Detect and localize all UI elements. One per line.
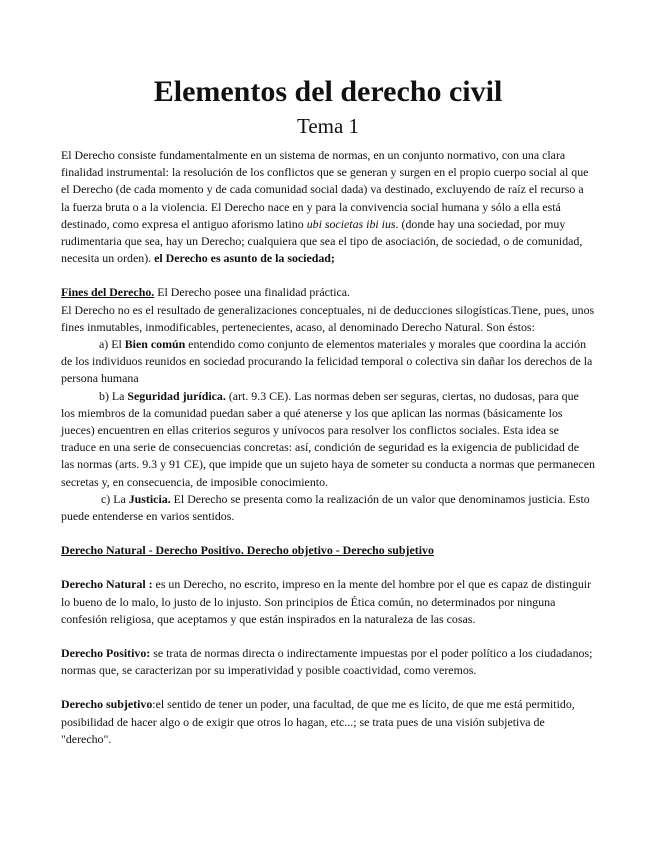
fin-a-term: Bien común — [124, 337, 186, 352]
fin-justicia — [61, 491, 595, 525]
fin-b-prefix: b) La — [99, 388, 128, 403]
fin-b-term: Seguridad jurídica. — [127, 388, 226, 403]
fines-heading-rest: El Derecho posee una finalidad práctica. — [154, 285, 351, 300]
fin-a-text: entendido como conjunto de elementos materiales y morales que coordina la acción de los individuos reunidos en sociedad procurando la felicidad temporal o colectiva sin dañar los derechos de la persona humana — [61, 337, 593, 386]
fin-a-prefix: a) El — [99, 337, 125, 352]
fines-paragraph: El Derecho no es el resultado de generalizaciones conceptuales, ni de deducciones silogísticas.Tiene, pues, unos fines inmutables, inmodificables, pertenecientes, acaso, al denominado Derecho Natural. Son éstos: — [61, 302, 595, 334]
section2-heading: Derecho Natural - Derecho Positivo. Derecho objetivo - Derecho subjetivo — [61, 543, 434, 558]
derecho-positivo-term: Derecho Positivo: — [61, 646, 151, 661]
derecho-natural-paragraph — [61, 576, 595, 628]
derecho-natural-text: es un Derecho, no escrito, impreso en la mente del hombre por el que es capaz de distinguir lo bueno de lo malo, lo justo de lo injusto. Son principios de Ética común, no determinados por ninguna confesión religiosa, que aceptamos y que están inspirados en la naturaleza de las cosas. — [61, 577, 592, 626]
intro-bold-conclusion: el Derecho es asunto de la sociedad; — [154, 251, 335, 266]
derecho-positivo-paragraph — [61, 645, 595, 679]
derecho-subjetivo-text: :el sentido de tener un poder, una facultad, de que me es lícito, de que me está permitido, posibilidad de hacer algo o de exigir que otros lo hagan, etc...; se trata pues de una visión subjetiva de "derecho". — [61, 697, 575, 746]
fin-b-text: (art. 9.3 CE). Las normas deben ser seguras, ciertas, no dudosas, para que los miembros de la comunidad puedan saber a qué atenerse y los que aplican las normas (básicamente los jueces) encuentren en ellas criterios seguros y unívocos para resolver los conflictos sociales. Esta idea se traduce en una serie de consecuencias concretas: así, condición de seguridad es la exigencia de publicidad de las normas (arts. 9.3 y 91 CE), que impide que un sujeto haya de someter su conducta a normas que permanecen secretas y, en consecuencia, de imposible conocimiento. — [61, 388, 595, 489]
derecho-natural-term: Derecho Natural : — [61, 577, 153, 592]
latin-aphorism: ubi societas ibi ius — [306, 216, 396, 231]
intro-paragraph — [61, 147, 595, 267]
page-subtitle: Tema 1 — [296, 114, 360, 138]
fin-seguridad-juridica — [61, 388, 595, 491]
fines-heading: Fines del Derecho. — [61, 285, 155, 300]
derecho-positivo-text: se trata de normas directa o indirectamente impuestas por el poder político a los ciudadanos; normas que, se caracterizan por su imperatividad y posible coactividad, como veremos. — [61, 646, 593, 678]
intro-text-2: . (donde hay una sociedad, por muy rudimentaria que sea, hay un Derecho; cualquiera que sea el tipo de asociación, de sociedad, o de comunidad, necesita un orden). — [61, 216, 583, 266]
derecho-subjetivo-paragraph — [61, 696, 595, 748]
derecho-subjetivo-term: Derecho subjetivo — [61, 697, 153, 712]
fin-c-prefix: c) La — [101, 491, 129, 506]
page-title: Elementos del derecho civil — [153, 75, 503, 108]
section2-heading-line — [61, 542, 595, 559]
fines-heading-line — [61, 284, 595, 301]
intro-text: El Derecho consiste fundamentalmente en un sistema de normas, en un conjunto normativo, con una clara finalidad instrumental: la resolución de los conflictos que se generan y surgen en el propio cuerpo social al que el Derecho (de cada momento y de cada comunidad social dada) va destinado, excluyendo de raíz el recurso a la fuerza bruta o a la violencia. El Derecho nace en y para la convivencia social humana y sólo a ella está destinado, como expresa el antiguo aforismo latino — [61, 148, 589, 231]
fin-c-text: El Derecho se presenta como la realización de un valor que denominamos justicia. Esto puede entenderse en varios sentidos. — [61, 491, 590, 524]
fin-bien-comun — [61, 336, 595, 388]
fin-c-term: Justicia. — [128, 491, 171, 506]
